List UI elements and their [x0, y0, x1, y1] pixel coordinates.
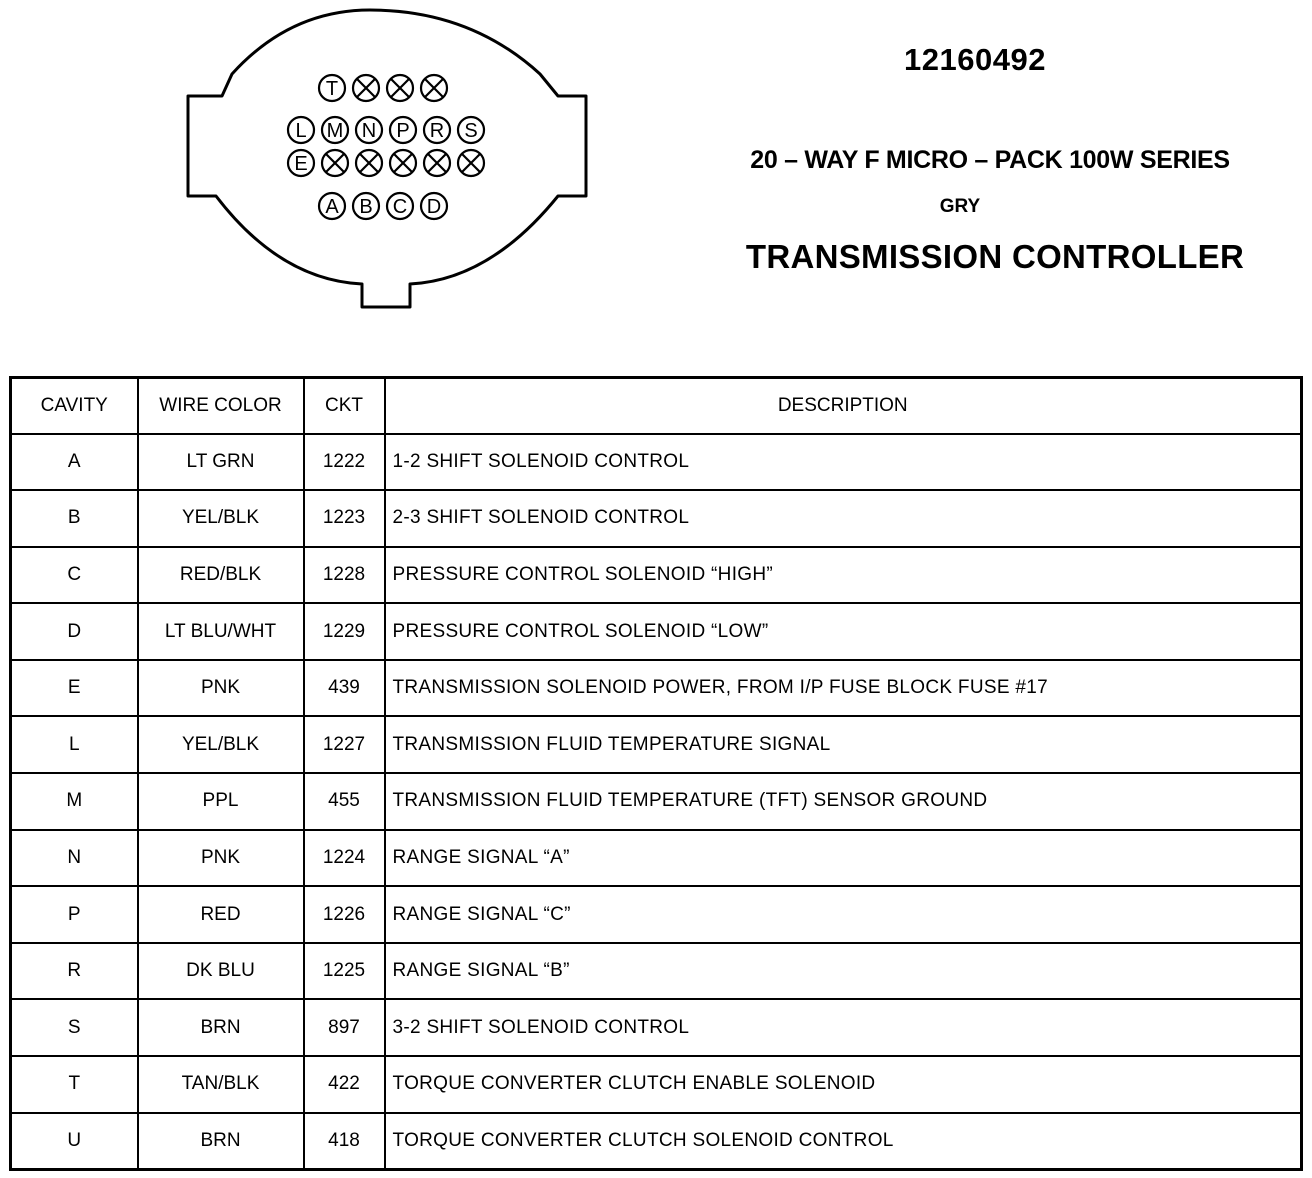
cavity-b: [353, 193, 379, 219]
cavity-n: [356, 117, 382, 143]
description-cell: TRANSMISSION FLUID TEMPERATURE SIGNAL: [385, 716, 1302, 773]
cavity-cell: B: [11, 490, 138, 547]
cavity-label: E: [294, 153, 308, 175]
crossed-circle-icon: [322, 150, 348, 176]
part-number: 12160492: [904, 42, 1046, 77]
crossed-circle-icon: [421, 75, 447, 101]
cavity-label: S: [464, 120, 478, 142]
ckt-cell: 897: [304, 999, 385, 1056]
pinout-table: [9, 376, 1303, 1171]
description-cell: RANGE SIGNAL “B”: [385, 943, 1302, 1000]
cavity-m: [322, 117, 348, 143]
wire-color-cell: BRN: [138, 999, 304, 1056]
header-cavity: CAVITY: [11, 378, 138, 434]
table-row: [11, 773, 1302, 830]
wire-color-cell: TAN/BLK: [138, 1056, 304, 1113]
wire-color-cell: YEL/BLK: [138, 716, 304, 773]
cavity-label: L: [295, 120, 307, 142]
cavity-p: [390, 117, 416, 143]
crossed-circle-icon: [458, 150, 484, 176]
crossed-circle-icon: [424, 150, 450, 176]
description-cell: PRESSURE CONTROL SOLENOID “LOW”: [385, 603, 1302, 660]
crossed-circle-icon: [390, 150, 416, 176]
cavity-d: [421, 193, 447, 219]
wire-color-cell: PNK: [138, 660, 304, 717]
wire-color-cell: BRN: [138, 1113, 304, 1170]
wire-color-cell: PPL: [138, 773, 304, 830]
ckt-cell: 455: [304, 773, 385, 830]
ckt-cell: 1222: [304, 434, 385, 491]
ckt-cell: 1227: [304, 716, 385, 773]
header-description: DESCRIPTION: [385, 378, 1302, 434]
cavity-e: [288, 150, 314, 176]
cavity-l: [288, 117, 314, 143]
ckt-cell: 1225: [304, 943, 385, 1000]
cavity-cell: S: [11, 999, 138, 1056]
cavity-label: P: [396, 120, 410, 142]
cavity-cell: U: [11, 1113, 138, 1170]
connector-color-code: GRY: [939, 196, 981, 217]
table-header-row: [11, 378, 1302, 434]
table-row: [11, 490, 1302, 547]
crossed-circle-icon: [356, 150, 382, 176]
cavity-cell: N: [11, 830, 138, 887]
cavity-cell: A: [11, 434, 138, 491]
connector-outline: [188, 10, 586, 307]
description-cell: TRANSMISSION FLUID TEMPERATURE (TFT) SENSOR GROUND: [385, 773, 1302, 830]
cavity-cell: P: [11, 886, 138, 943]
wire-color-cell: PNK: [138, 830, 304, 887]
ckt-cell: 418: [304, 1113, 385, 1170]
wire-color-cell: RED/BLK: [138, 547, 304, 604]
table-row: [11, 660, 1302, 717]
cavity-label: B: [359, 196, 373, 218]
description-cell: RANGE SIGNAL “A”: [385, 830, 1302, 887]
description-cell: PRESSURE CONTROL SOLENOID “HIGH”: [385, 547, 1302, 604]
wire-color-cell: YEL/BLK: [138, 490, 304, 547]
component-name: TRANSMISSION CONTROLLER: [745, 238, 1245, 275]
ckt-cell: 422: [304, 1056, 385, 1113]
description-cell: RANGE SIGNAL “C”: [385, 886, 1302, 943]
description-cell: 2-3 SHIFT SOLENOID CONTROL: [385, 490, 1302, 547]
wire-color-cell: LT BLU/WHT: [138, 603, 304, 660]
table-row: [11, 434, 1302, 491]
cavity-grid: [288, 75, 484, 219]
ckt-cell: 439: [304, 660, 385, 717]
ckt-cell: 1229: [304, 603, 385, 660]
cavity-label: D: [426, 196, 442, 218]
connector-series: 20 – WAY F MICRO – PACK 100W SERIES: [750, 146, 1230, 174]
cavity-label: R: [429, 120, 445, 142]
table-row: [11, 886, 1302, 943]
wire-color-cell: RED: [138, 886, 304, 943]
cavity-a: [319, 193, 345, 219]
table-row: [11, 943, 1302, 1000]
ckt-cell: 1223: [304, 490, 385, 547]
cavity-label: T: [325, 78, 339, 100]
description-cell: TRANSMISSION SOLENOID POWER, FROM I/P FUSE BLOCK FUSE #17: [385, 660, 1302, 717]
table-row: [11, 999, 1302, 1056]
header-wire-color: WIRE COLOR: [138, 378, 304, 434]
table-row: [11, 603, 1302, 660]
ckt-cell: 1226: [304, 886, 385, 943]
cavity-cell: T: [11, 1056, 138, 1113]
table-row: [11, 1056, 1302, 1113]
cavity-c: [387, 193, 413, 219]
cavity-r: [424, 117, 450, 143]
description-cell: 1-2 SHIFT SOLENOID CONTROL: [385, 434, 1302, 491]
table-row: [11, 830, 1302, 887]
crossed-circle-icon: [353, 75, 379, 101]
cavity-label: A: [325, 196, 339, 218]
cavity-t: [319, 75, 345, 101]
cavity-cell: L: [11, 716, 138, 773]
cavity-label: C: [392, 196, 408, 218]
cavity-cell: C: [11, 547, 138, 604]
cavity-cell: R: [11, 943, 138, 1000]
cavity-cell: D: [11, 603, 138, 660]
connector-face-diagram: [170, 0, 610, 320]
ckt-cell: 1228: [304, 547, 385, 604]
description-cell: TORQUE CONVERTER CLUTCH SOLENOID CONTROL: [385, 1113, 1302, 1170]
table-row: [11, 1113, 1302, 1170]
ckt-cell: 1224: [304, 830, 385, 887]
cavity-s: [458, 117, 484, 143]
wire-color-cell: LT GRN: [138, 434, 304, 491]
header-ckt: CKT: [304, 378, 385, 434]
description-cell: 3-2 SHIFT SOLENOID CONTROL: [385, 999, 1302, 1056]
table-row: [11, 716, 1302, 773]
cavity-cell: E: [11, 660, 138, 717]
wire-color-cell: DK BLU: [138, 943, 304, 1000]
description-cell: TORQUE CONVERTER CLUTCH ENABLE SOLENOID: [385, 1056, 1302, 1113]
cavity-label: N: [361, 120, 377, 142]
table-row: [11, 547, 1302, 604]
cavity-cell: M: [11, 773, 138, 830]
cavity-label: M: [326, 120, 344, 142]
crossed-circle-icon: [387, 75, 413, 101]
